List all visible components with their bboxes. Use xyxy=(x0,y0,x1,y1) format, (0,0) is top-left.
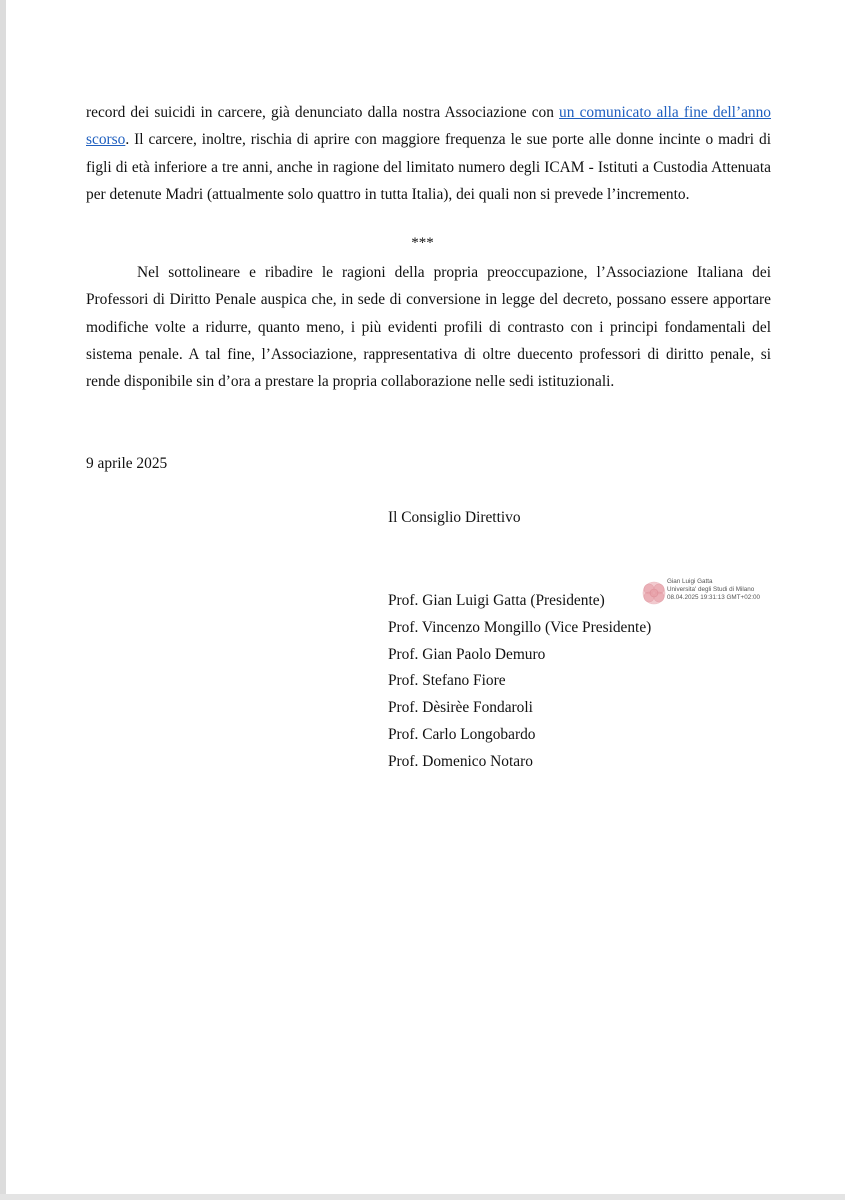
communique-link[interactable]: un comunicato alla fine dell’anno scorso xyxy=(86,104,772,149)
paragraph-suicides xyxy=(86,99,771,208)
paragraph-text-before-link: record dei suicidi in carcere, già denunciato dalla nostra Associazione con xyxy=(86,104,560,121)
members-list xyxy=(388,588,651,776)
member-vice-president: Prof. Vincenzo Mongillo (Vice Presidente) xyxy=(388,618,652,636)
signature-institution: Universita' degli Studi di Milano xyxy=(667,586,755,593)
document-date: 9 aprile 2025 xyxy=(86,455,168,472)
section-separator: *** xyxy=(411,235,434,251)
member-fondaroli: Prof. Dèsirèe Fondaroli xyxy=(388,699,533,717)
digital-signature xyxy=(640,578,785,608)
member-fiore: Prof. Stefano Fiore xyxy=(388,672,506,690)
paragraph-conclusion: Nel sottolineare e ribadire le ragioni della propria preoccupazione, l’Associazione Italiana dei Professori di Diritto Penale auspica che, in sede di conversione in legge del decreto, possano essere apportare modifiche volte a ridurre, quanto meno, i più evidenti profili di contrasto con i principi fondamentali del sistema penale. A tal fine, l’Associazione, rappresentativa di oltre duecento professori di diritto penale, si rende disponibile sin d’ora a prestare la propria collaborazione nelle sedi istituzionali. xyxy=(86,264,771,391)
page-edge-left xyxy=(0,0,6,1200)
signature-name: Gian Luigi Gatta xyxy=(667,578,713,585)
member-notaro: Prof. Domenico Notaro xyxy=(388,752,533,770)
member-longobardo: Prof. Carlo Longobardo xyxy=(388,725,536,743)
council-heading: Il Consiglio Direttivo xyxy=(388,509,521,526)
signature-details xyxy=(667,578,760,602)
signature-seal-icon xyxy=(640,580,668,606)
member-demuro: Prof. Gian Paolo Demuro xyxy=(388,645,546,663)
signature-timestamp: 08.04.2025 19:31:13 GMT+02:00 xyxy=(667,594,760,601)
paragraph-text-after-link: . Il carcere, inoltre, rischia di aprire con maggiore frequenza le sue porte alle donne incinte o madri di figli di età inferiore a tre anni, anche in ragione del limitato numero degli ICAM - Istituti a Custodia Attenuata per detenute Madri (attualmente solo quattro in tutta Italia), dei quali non si prevede l’incremento. xyxy=(86,131,771,203)
member-president: Prof. Gian Luigi Gatta (Presidente) xyxy=(388,592,605,609)
page-edge-bottom xyxy=(0,1194,845,1200)
